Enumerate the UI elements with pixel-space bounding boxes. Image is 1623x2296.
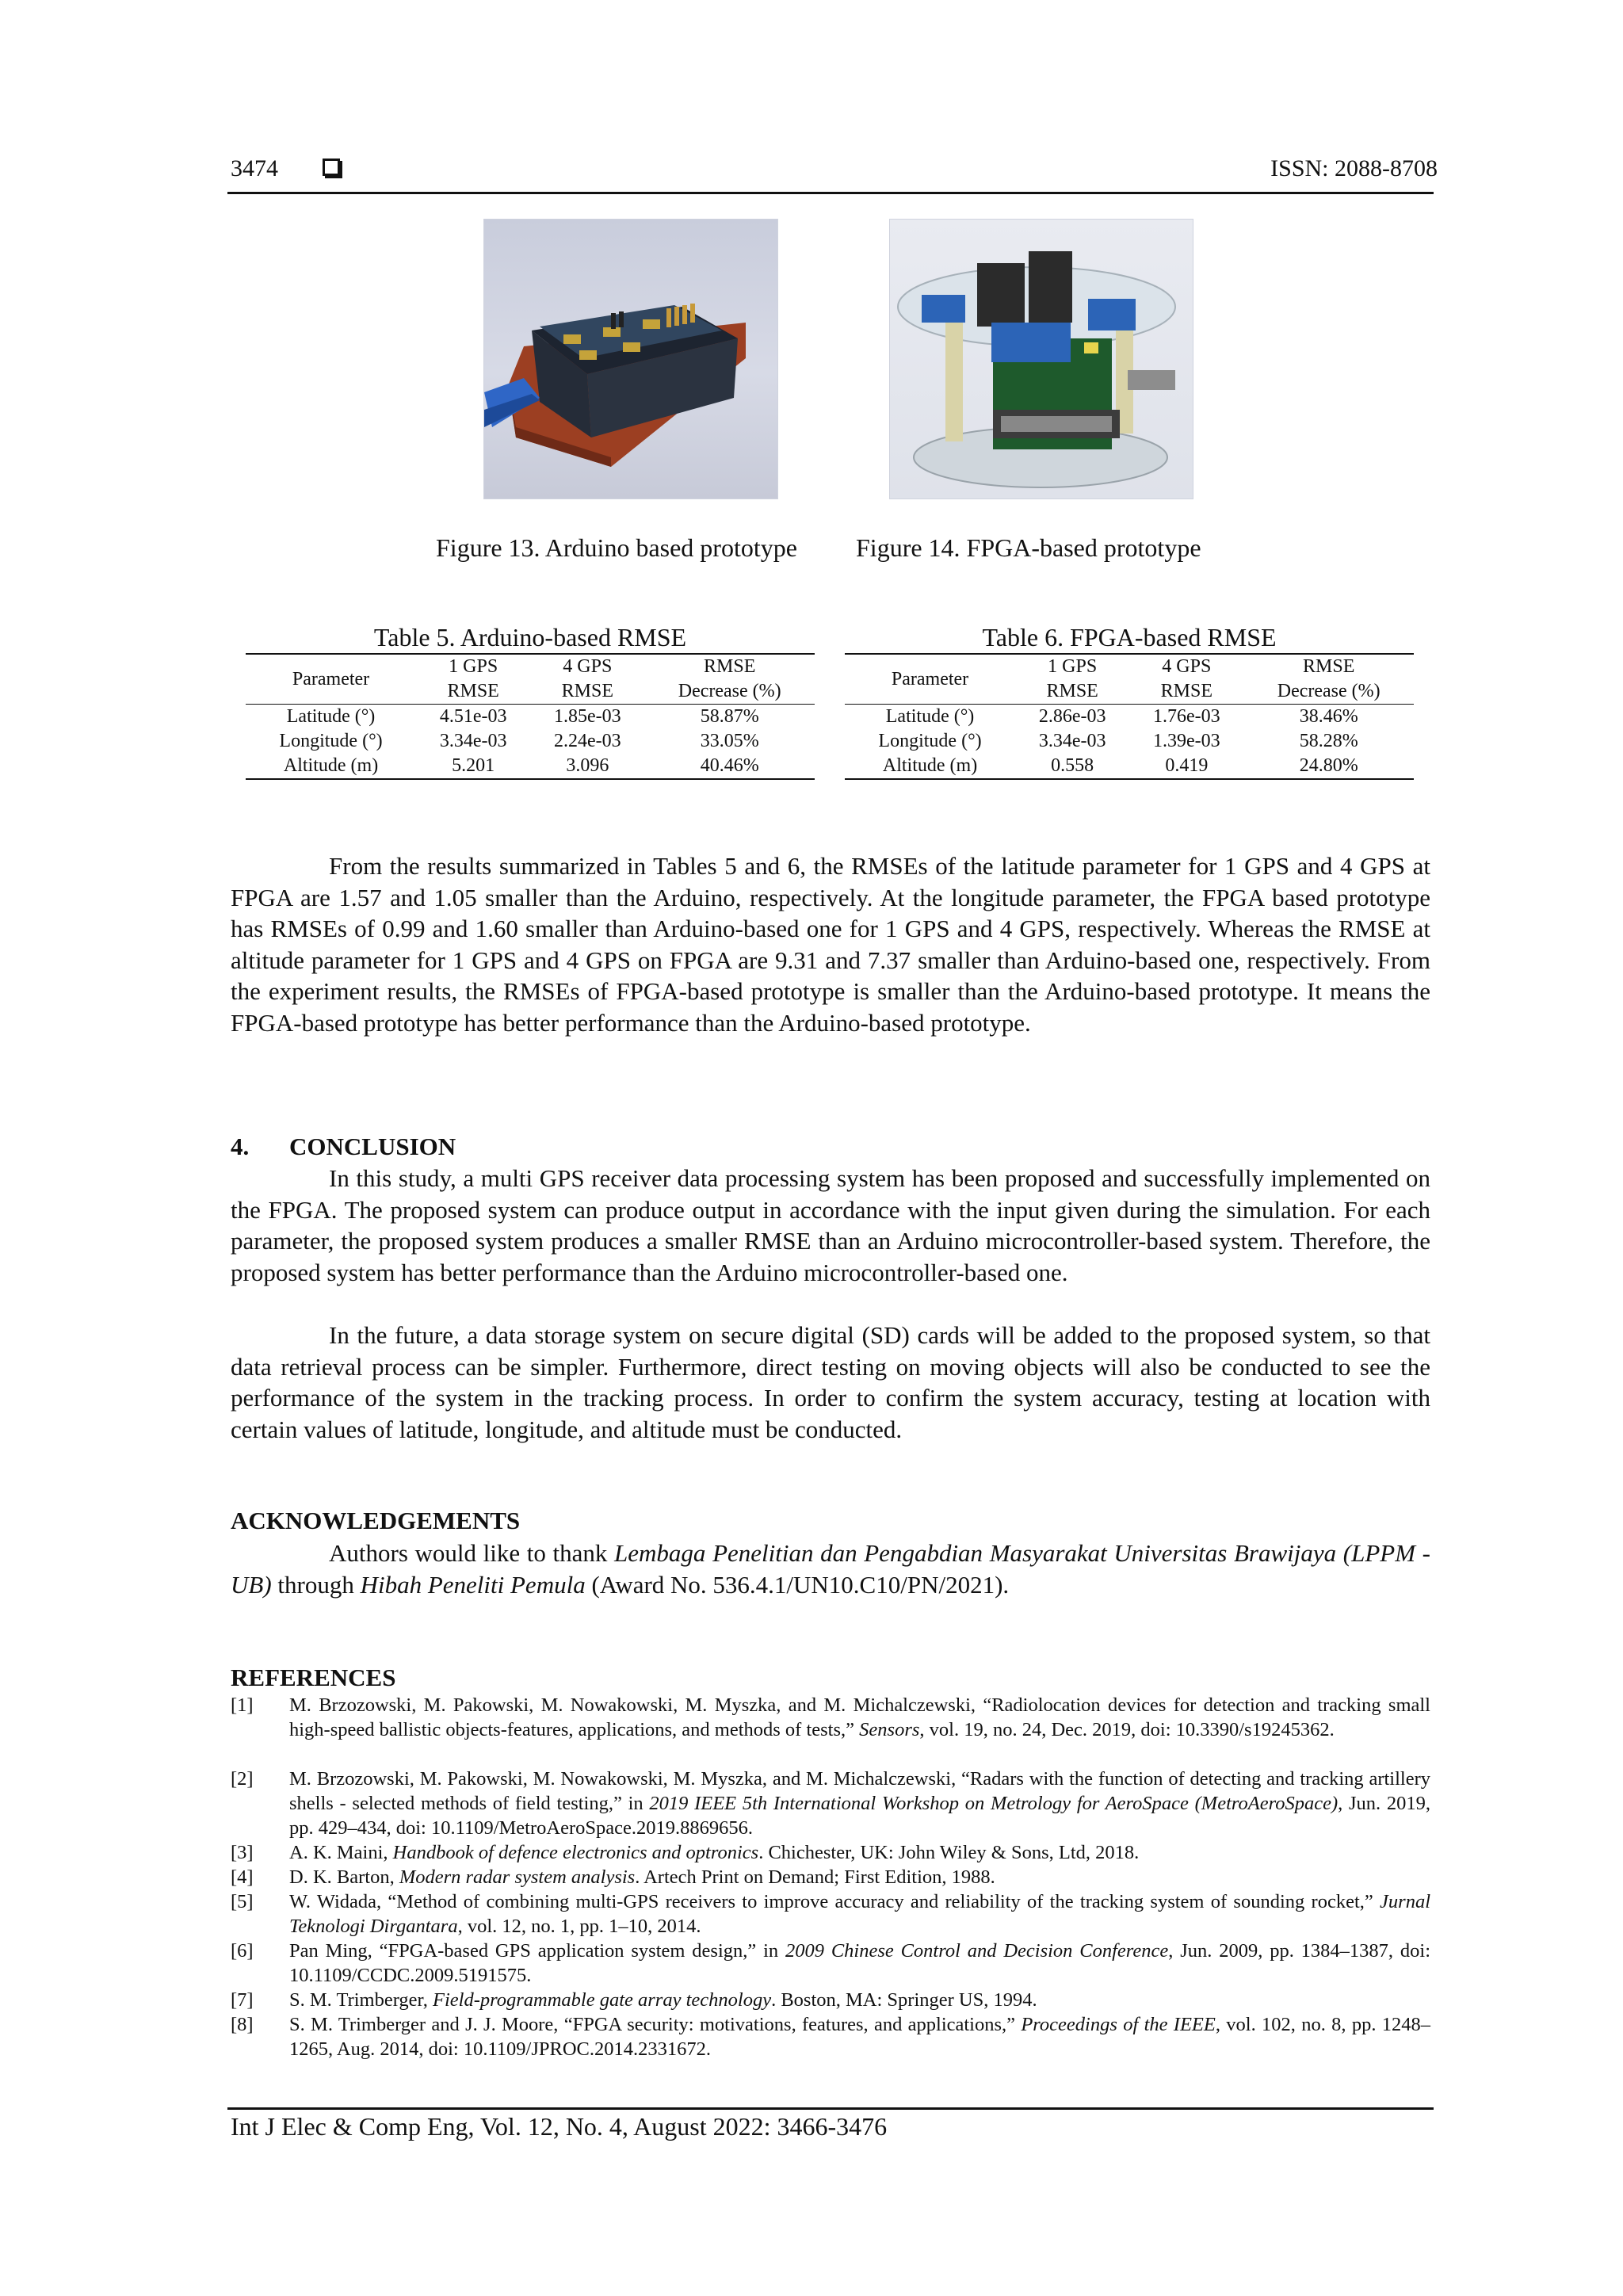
- table-cell: 40.46%: [644, 754, 815, 779]
- page-number: 3474: [231, 155, 278, 181]
- acknowledgements-paragraph: [231, 1538, 1430, 1600]
- table-cell: 24.80%: [1243, 754, 1414, 779]
- table-cell: 33.05%: [700, 731, 759, 751]
- reference-number: [4]: [231, 1866, 254, 1888]
- col-header-4gps: 4 GPS: [530, 654, 644, 679]
- issn: ISSN: 2088-8708: [1270, 155, 1438, 181]
- col-header-4gps: 4 GPS: [1129, 654, 1243, 679]
- fpga-prototype-image: [890, 220, 1193, 499]
- table-row: [246, 705, 815, 730]
- table-6-caption: Table 6. FPGA-based RMSE: [982, 623, 1277, 651]
- checkbox-square-icon: [323, 159, 340, 176]
- table-cell: Altitude (m): [246, 754, 416, 779]
- reference-source: Modern radar system analysis: [399, 1866, 636, 1888]
- reference-item: [231, 1693, 1430, 1742]
- col-header-rmse-decrease: RMSE: [1243, 654, 1414, 679]
- table-cell: 5.201: [416, 754, 530, 779]
- conclusion-paragraph-1: In this study, a multi GPS receiver data processing system has been proposed and successfully implemented on the FPGA. The proposed system can produce output in accordance with the input given during the simulation. For each parameter, the proposed system produces a smaller RMSE than an Arduino microcontroller-based system. Therefore, the proposed system has better performance than the Arduino microcontroller-based one.: [231, 1164, 1430, 1286]
- ack-grant: Hibah Peneliti Pemula: [360, 1570, 586, 1599]
- reference-text: W. Widada, “Method of combining multi-GPS receivers to improve accuracy and reliability of the tracking system of sounding rocket,”: [289, 1891, 1381, 1912]
- table-row: [845, 705, 1414, 730]
- header-rule: [227, 192, 1434, 194]
- reference-number: [2]: [231, 1768, 254, 1790]
- reference-source: Sensors: [859, 1719, 920, 1740]
- section-title-conclusion: CONCLUSION: [289, 1133, 456, 1160]
- table-cell: 58.87%: [700, 706, 759, 727]
- table-row: [246, 754, 815, 779]
- reference-text: , vol. 12, no. 1, pp. 1–10, 2014.: [457, 1916, 701, 1937]
- table-cell: 1.76e-03: [1152, 706, 1220, 727]
- reference-text: . Artech Print on Demand; First Edition, 1988.: [635, 1866, 995, 1888]
- table-5: [246, 623, 815, 780]
- ack-institution: Lembaga Penelitian dan Pengabdian Masyarakat Universitas Brawijaya (LPPM - UB): [231, 1539, 1430, 1599]
- figure-13-photo: [483, 219, 778, 499]
- reference-number: [1]: [231, 1694, 254, 1716]
- reference-text: , Jun. 2019, pp. 429–434, doi: 10.1109/MetroAeroSpace.2019.8869656.: [289, 1793, 1430, 1839]
- reference-item: [231, 1889, 1430, 1939]
- reference-text: , vol. 102, no. 8, pp. 1248–1265, Aug. 2014, doi: 10.1109/JPROC.2014.2331672.: [289, 2014, 1430, 2060]
- table-cell: Latitude (°): [286, 706, 376, 727]
- table-cell: 0.558: [1015, 754, 1129, 779]
- col-header-4gps-rmse: RMSE: [1129, 679, 1243, 705]
- col-header-parameter: Parameter: [845, 654, 1015, 705]
- reference-text: M. Brzozowski, M. Pakowski, M. Nowakowski, M. Myszka, and M. Michalczewski, “Radars with the function of detecting and tracking artillery shells - selected methods of field testing,” in: [289, 1768, 1430, 1814]
- reference-source: Field-programmable gate array technology: [433, 1989, 772, 2011]
- col-header-1gps-rmse: RMSE: [1015, 679, 1129, 705]
- table-cell: 3.34e-03: [439, 731, 507, 751]
- conclusion-paragraph-2: In the future, a data storage system on secure digital (SD) cards will be added to the proposed system, so that data retrieval process can be simpler. Furthermore, direct testing on moving objects will also be conducted to see the performance of the system in the tracking process. In order to confirm the system accuracy, testing at location with certain values of latitude, longitude, and altitude must be conducted.: [231, 1321, 1430, 1443]
- reference-number: [7]: [231, 1989, 254, 2011]
- table-cell: Latitude (°): [885, 706, 975, 727]
- reference-number: [8]: [231, 2014, 254, 2035]
- footer-rule: [227, 2107, 1434, 2110]
- col-header-1gps: 1 GPS: [416, 654, 530, 679]
- reference-source: 2009 Chinese Control and Decision Conference: [785, 1940, 1169, 1962]
- results-paragraph: From the results summarized in Tables 5 and 6, the RMSEs of the latitude parameter for 1 GPS and 4 GPS at FPGA are 1.57 and 1.05 smaller than the Arduino, respectively. At the longitude parameter, the FPGA based prototype has RMSEs of 0.99 and 1.60 smaller than Arduino-based one for 1 GPS and 4 GPS, respectively. Whereas the RMSE at altitude parameter for 1 GPS and 4 GPS on FPGA are 9.31 and 7.37 smaller than Arduino-based one, respectively. From the experiment results, the RMSEs of FPGA-based prototype is smaller than the Arduino-based prototype. It means the FPGA-based prototype has better performance than the Arduino-based prototype.: [231, 852, 1430, 1037]
- reference-text: D. K. Barton,: [289, 1866, 399, 1888]
- reference-item: [231, 1865, 1430, 1889]
- col-header-decrease-pct: Decrease (%): [644, 679, 815, 705]
- reference-source: Jurnal Teknologi Dirgantara: [289, 1891, 1430, 1937]
- col-header-4gps-rmse: RMSE: [530, 679, 644, 705]
- reference-text: Pan Ming, “FPGA-based GPS application system design,” in: [289, 1940, 785, 1962]
- table-cell: 58.28%: [1299, 731, 1358, 751]
- reference-item: [231, 1988, 1430, 2012]
- reference-text: , vol. 19, no. 24, Dec. 2019, doi: 10.3390/s19245362.: [919, 1719, 1335, 1740]
- reference-number: [3]: [231, 1842, 254, 1863]
- table-cell: Altitude (m): [845, 754, 1015, 779]
- reference-text: S. M. Trimberger and J. J. Moore, “FPGA security: motivations, features, and applications,”: [289, 2014, 1022, 2035]
- reference-text: A. K. Maini,: [289, 1842, 393, 1863]
- table-cell: 2.24e-03: [553, 731, 621, 751]
- reference-source: Proceedings of the IEEE: [1021, 2014, 1216, 2035]
- table-cell: 1.39e-03: [1152, 731, 1220, 751]
- reference-text: . Boston, MA: Springer US, 1994.: [771, 1989, 1037, 2011]
- reference-text: , Jun. 2009, pp. 1384–1387, doi: 10.1109/CCDC.2009.5191575.: [289, 1940, 1430, 1986]
- section-title-references: REFERENCES: [231, 1664, 396, 1691]
- col-header-decrease-pct: Decrease (%): [1243, 679, 1414, 705]
- table-cell: Longitude (°): [878, 731, 982, 751]
- section-number: 4.: [231, 1133, 250, 1160]
- table-row: [845, 729, 1414, 754]
- table-cell: 2.86e-03: [1038, 706, 1106, 727]
- col-header-rmse-decrease: RMSE: [644, 654, 815, 679]
- reference-number: [5]: [231, 1891, 254, 1912]
- table-5-caption: Table 5. Arduino-based RMSE: [373, 623, 687, 651]
- section-title-acknowledgements: ACKNOWLEDGEMENTS: [231, 1507, 521, 1534]
- figure-14-caption: Figure 14. FPGA-based prototype: [856, 533, 1201, 562]
- reference-text: . Chichester, UK: John Wiley & Sons, Ltd, 2018.: [758, 1842, 1140, 1863]
- figure-14-photo: [889, 219, 1193, 499]
- arduino-prototype-image: [484, 220, 777, 499]
- footer-citation: Int J Elec & Comp Eng, Vol. 12, No. 4, August 2022: 3466-3476: [231, 2112, 888, 2141]
- table-cell: 38.46%: [1299, 706, 1358, 727]
- table-6: [845, 623, 1414, 780]
- table-row: [246, 729, 815, 754]
- figure-13-caption: Figure 13. Arduino based prototype: [436, 533, 797, 562]
- reference-item: [231, 1767, 1430, 1840]
- reference-text: M. Brzozowski, M. Pakowski, M. Nowakowski, M. Myszka, and M. Michalczewski, “Radiolocation devices for detection and tracking small high-speed ballistic objects-features, applications, and methods of tests,”: [289, 1694, 1430, 1740]
- table-cell: 3.34e-03: [1038, 731, 1106, 751]
- reference-item: [231, 1840, 1430, 1865]
- reference-source: Handbook of defence electronics and optronics: [392, 1842, 759, 1863]
- table-cell: 4.51e-03: [439, 706, 507, 727]
- col-header-parameter: Parameter: [246, 654, 416, 705]
- table-cell: 0.419: [1129, 754, 1243, 779]
- reference-number: [6]: [231, 1940, 254, 1962]
- ack-text: (Award No. 536.4.1/UN10.C10/PN/2021).: [585, 1570, 1010, 1599]
- col-header-1gps: 1 GPS: [1015, 654, 1129, 679]
- table-row: [845, 754, 1414, 779]
- table-cell: Longitude (°): [279, 731, 383, 751]
- reference-source: 2019 IEEE 5th International Workshop on Metrology for AeroSpace (MetroAeroSpace): [649, 1793, 1338, 1814]
- reference-item: [231, 1939, 1430, 1988]
- col-header-1gps-rmse: RMSE: [416, 679, 530, 705]
- table-cell: 1.85e-03: [553, 706, 621, 727]
- reference-text: S. M. Trimberger,: [289, 1989, 433, 2011]
- reference-item: [231, 2012, 1430, 2061]
- ack-text: Authors would like to thank: [329, 1539, 615, 1567]
- table-cell: 3.096: [530, 754, 644, 779]
- ack-text: through: [271, 1570, 361, 1599]
